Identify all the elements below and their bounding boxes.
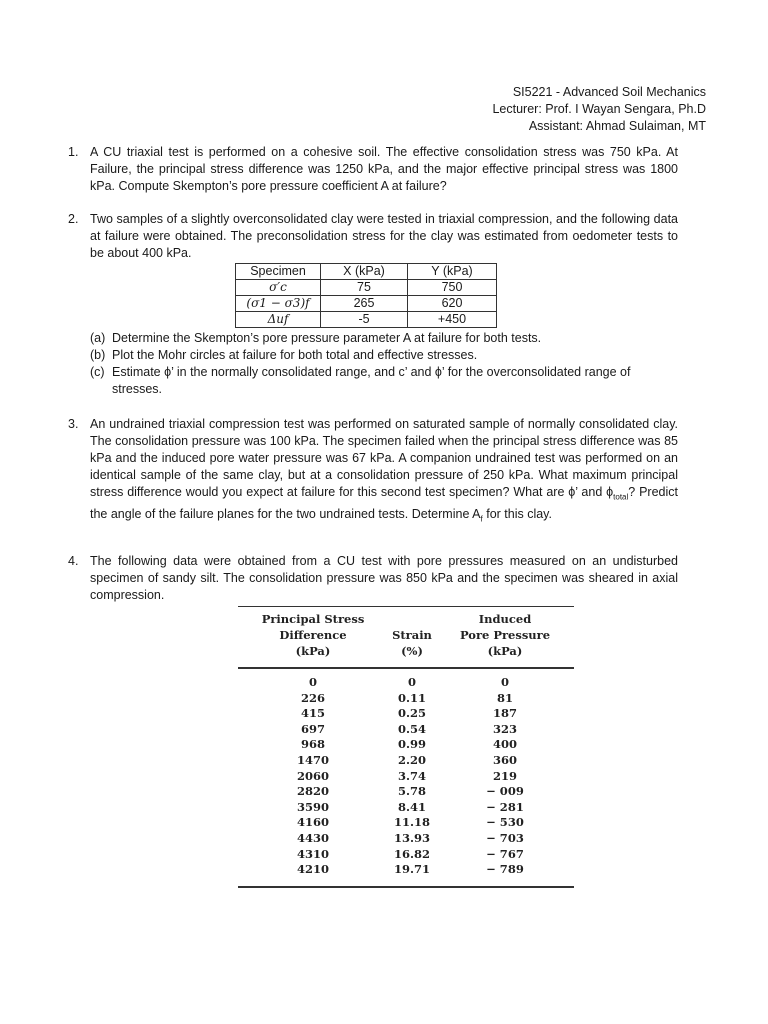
table-row: [238, 831, 574, 847]
stress-cell: 4160: [296, 815, 329, 830]
stress-cell: 968: [300, 737, 325, 752]
table-row: [236, 296, 497, 312]
strain-cell: 2.20: [397, 752, 426, 767]
strain-cell: 13.93: [393, 830, 430, 845]
table-row: [238, 847, 574, 863]
sub-label: (c): [90, 365, 105, 379]
cu-test-data-table: [238, 606, 574, 888]
cell: 750: [408, 280, 497, 296]
header-line: Principal Stress: [261, 612, 365, 626]
header-line: (%): [401, 644, 423, 658]
row-label: (σ1 − σ3)f: [236, 296, 321, 312]
header-cell: X (kPa): [321, 264, 408, 280]
cell: 620: [408, 296, 497, 312]
pore-pressure-cell: − 703: [486, 830, 524, 845]
question-text: Two samples of a slightly overconsolidated clay were tested in triaxial compression, and the following data at failure were obtained. The preconsolidation stress for the clay was estimated from oedometer tests to be about 400 kPa.: [90, 212, 678, 260]
strain-cell: 8.41: [397, 799, 426, 814]
pore-pressure-cell: 81: [496, 690, 513, 705]
stress-cell: 226: [300, 690, 325, 705]
question-3: [68, 416, 678, 527]
lecturer-line: Lecturer: Prof. I Wayan Sengara, Ph.D: [492, 102, 706, 116]
sub-question-a: [90, 330, 678, 347]
strain-cell: 0.54: [397, 721, 426, 736]
assistant-line: Assistant: Ahmad Sulaiman, MT: [528, 119, 706, 133]
table-row: [238, 769, 574, 785]
cell: 265: [321, 296, 408, 312]
stress-cell: 4310: [296, 846, 329, 861]
question-4: [68, 553, 678, 604]
pore-pressure-cell: 187: [492, 706, 517, 721]
stress-cell: 2820: [296, 784, 329, 799]
col-header-stress: [238, 611, 388, 659]
cell: -5: [321, 312, 408, 328]
sub-questions: [90, 330, 678, 398]
header-line: (kPa): [295, 644, 331, 658]
subscript-total: total: [613, 492, 629, 502]
strain-cell: 0.99: [397, 737, 426, 752]
strain-cell: 0: [407, 675, 416, 689]
table-row: [238, 675, 574, 691]
document-header: [492, 84, 706, 135]
question-text: [90, 416, 678, 527]
pore-pressure-cell: − 281: [486, 799, 524, 814]
strain-cell: 11.18: [393, 815, 430, 830]
strain-cell: 0.11: [397, 690, 426, 705]
pore-pressure-cell: − 767: [486, 846, 524, 861]
pore-pressure-cell: − 789: [486, 862, 524, 877]
stress-cell: 0: [308, 675, 317, 689]
stress-cell: 1470: [296, 752, 329, 767]
specimen-table: [235, 263, 497, 328]
sub-question-b: [90, 347, 678, 364]
course-title: SI5221 - Advanced Soil Mechanics: [512, 85, 706, 99]
pore-pressure-cell: 400: [492, 737, 517, 752]
question-number: 4.: [68, 554, 79, 568]
strain-cell: 5.78: [397, 784, 426, 799]
table-row: [238, 753, 574, 769]
strain-cell: 16.82: [393, 846, 430, 861]
table-header-row: [236, 264, 497, 280]
strain-cell: 3.74: [397, 768, 426, 783]
cell: 75: [321, 280, 408, 296]
table-row: [238, 722, 574, 738]
strain-cell: 0.25: [397, 706, 426, 721]
sub-question-c: [90, 364, 678, 398]
col-header-strain: [388, 611, 436, 659]
table-body: [238, 669, 574, 886]
header-cell: Specimen: [236, 264, 321, 280]
pore-pressure-cell: 360: [492, 752, 517, 767]
header-line: (kPa): [487, 644, 523, 658]
question-number: 3.: [68, 417, 79, 431]
header-line: Strain: [392, 628, 432, 642]
table-row: [238, 737, 574, 753]
table-header: [238, 607, 574, 667]
sub-text: Determine the Skempton’s pore pressure parameter A at failure for both tests.: [112, 331, 542, 345]
stress-cell: 4430: [296, 830, 329, 845]
sub-label: (a): [90, 331, 106, 345]
col-header-pore-pressure: [436, 611, 574, 659]
strain-cell: 19.71: [393, 862, 430, 877]
question-number: 2.: [68, 212, 79, 226]
question-number: 1.: [68, 145, 79, 159]
table-row: [238, 706, 574, 722]
header-line: Induced: [478, 612, 532, 626]
table-row: [238, 862, 574, 878]
row-label: Δuf: [236, 312, 321, 328]
pore-pressure-cell: − 530: [486, 815, 524, 830]
table-row: [236, 280, 497, 296]
row-label: σ′c: [236, 280, 321, 296]
stress-cell: 415: [300, 706, 325, 721]
text-part: for this clay.: [482, 506, 552, 521]
header-line: Difference: [279, 628, 347, 642]
header-cell: Y (kPa): [408, 264, 497, 280]
stress-cell: 4210: [296, 862, 329, 877]
question-text: The following data were obtained from a CU test with pore pressures measured on an undisturbed specimen of sandy silt. The consolidation pressure was 850 kPa and the specimen was sheared in axial compression.: [90, 554, 678, 602]
question-text: A CU triaxial test is performed on a cohesive soil. The effective consolidation stress was 750 kPa. At Failure, the principal stress difference was 1250 kPa, and the major effective principal stress was 1800 kPa. Compute Skempton’s pore pressure coefficient A at failure?: [90, 145, 678, 193]
stress-cell: 697: [300, 721, 325, 736]
table-row: [238, 691, 574, 707]
table-row: [238, 784, 574, 800]
table-bottom-rule: [238, 886, 574, 888]
table-row: [238, 815, 574, 831]
text-part: An undrained triaxial compression test was performed on saturated sample of normally consolidated clay. The consolidation pressure was 100 kPa. The specimen failed when the principal stress difference was 85 kPa and the induced pore water pressure was 67 kPa. A companion undrained test was performed on an identical sample of the same clay, but at a consolidation pressure of 250 kPa. What maximum principal stress difference would you expect at failure for this second test specimen? What are ϕ’ and ϕ: [90, 417, 678, 499]
sub-text: Estimate ϕ’ in the normally consolidated range, and c’ and ϕ’ for the overconsolidated range of stresses.: [112, 365, 631, 396]
pore-pressure-cell: − 009: [486, 784, 524, 799]
header-line: Pore Pressure: [459, 628, 551, 642]
text-part: ? Predict the angle of the failure planes for the two undrained tests. Determine A: [90, 485, 678, 521]
pore-pressure-cell: 219: [492, 768, 517, 783]
sub-text: Plot the Mohr circles at failure for both total and effective stresses.: [112, 348, 478, 362]
subscript-f: f: [480, 514, 483, 523]
cell: +450: [408, 312, 497, 328]
pore-pressure-cell: 0: [500, 675, 509, 689]
sub-label: (b): [90, 348, 106, 362]
stress-cell: 3590: [296, 799, 329, 814]
question-1: [68, 144, 678, 195]
table-row: [236, 312, 497, 328]
stress-cell: 2060: [296, 768, 329, 783]
table-row: [238, 800, 574, 816]
pore-pressure-cell: 323: [492, 721, 517, 736]
question-2: [68, 211, 678, 398]
